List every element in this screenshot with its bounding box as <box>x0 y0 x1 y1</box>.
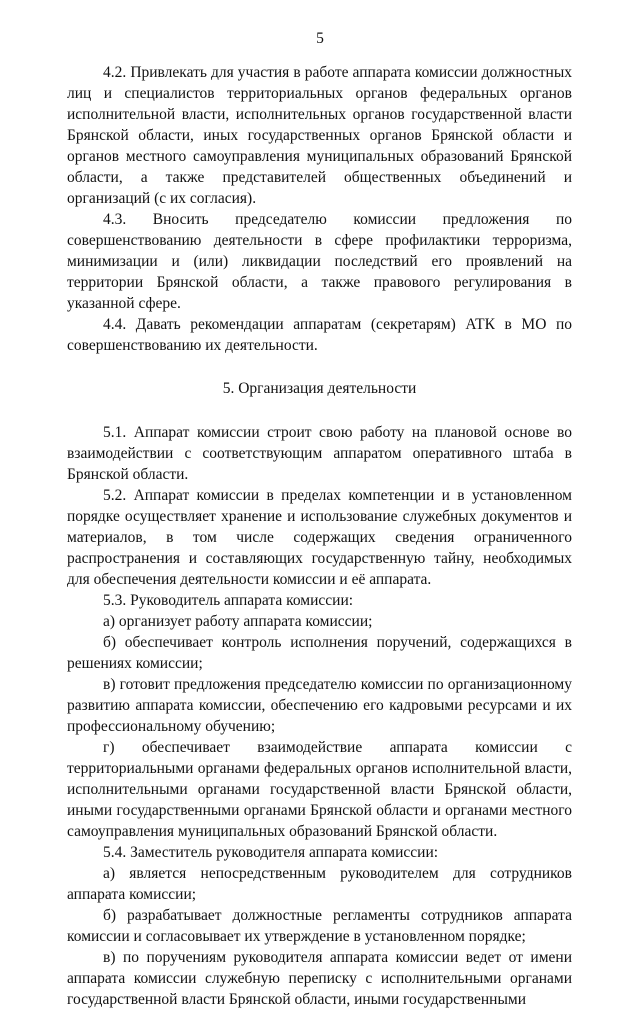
paragraph-5-3: 5.3. Руководитель аппарата комиссии: <box>103 592 354 609</box>
list-item-5-4-a: а) является непосредственным руководителем для сотрудников аппарата комиссии; <box>67 865 572 903</box>
paragraph-4-3: 4.3. Вносить председателю комиссии предложения по совершенствованию деятельности в сфере профилактики терроризма, минимизации и (или) ликвидации последствий его проявлений на территории Брянской области, а также правового регулирования в указанной сфере. <box>67 211 572 312</box>
list-item-5-3-g: г) обеспечивает взаимодействие аппарата комиссии с территориальными органами федеральных органов исполнительной власти, исполнительными органами государственной власти Брянской области, иными государственными органами Брянской области и органами местного самоуправления муниципальных образований Брянской области. <box>67 739 572 840</box>
list-item-5-3-v: в) готовит предложения председателю комиссии по организационному развитию аппарата комиссии, обеспечению его кадровыми ресурсами и их профессиональному обучению; <box>67 676 572 735</box>
list-item-5-4-b: б) разрабатывает должностные регламенты сотрудников аппарата комиссии и согласовывает их утверждение в установленном порядке; <box>67 907 572 945</box>
document-body <box>67 62 572 1010</box>
paragraph-5-1: 5.1. Аппарат комиссии строит свою работу на плановой основе во взаимодействии с соответствующим аппаратом оперативного штаба в Брянской области. <box>67 424 572 483</box>
paragraph-5-4: 5.4. Заместитель руководителя аппарата комиссии: <box>103 844 439 861</box>
paragraph-4-4: 4.4. Давать рекомендации аппаратам (секретарям) АТК в МО по совершенствованию их деятельности. <box>67 316 572 354</box>
page-number: 5 <box>316 30 324 47</box>
paragraph-4-2: 4.2. Привлекать для участия в работе аппарата комиссии должностных лиц и специалистов территориальных органов федеральных органов исполнительной власти, исполнительных органов государственной власти Брянской области, иных государственных органов Брянской области и органов местного самоуправления муниципальных образований Брянской области, а также представителей общественных объединений и организаций (с их согласия). <box>67 64 572 207</box>
list-item-5-4-v: в) по поручениям руководителя аппарата комиссии ведет от имени аппарата комиссии служебную переписку с исполнительными органами государственной власти Брянской области, иными государственными <box>67 949 572 1008</box>
list-item-5-3-a: а) организует работу аппарата комиссии; <box>103 613 373 630</box>
list-item-5-3-b: б) обеспечивает контроль исполнения поручений, содержащихся в решениях комиссии; <box>67 634 572 672</box>
section-heading: 5. Организация деятельности <box>222 380 417 397</box>
paragraph-5-2: 5.2. Аппарат комиссии в пределах компетенции и в установленном порядке осуществляет хранение и использование служебных документов и материалов, в том числе содержащих сведения ограниченного распространения и составляющих государственную тайну, необходимых для обеспечения деятельности комиссии и её аппарата. <box>67 487 572 588</box>
